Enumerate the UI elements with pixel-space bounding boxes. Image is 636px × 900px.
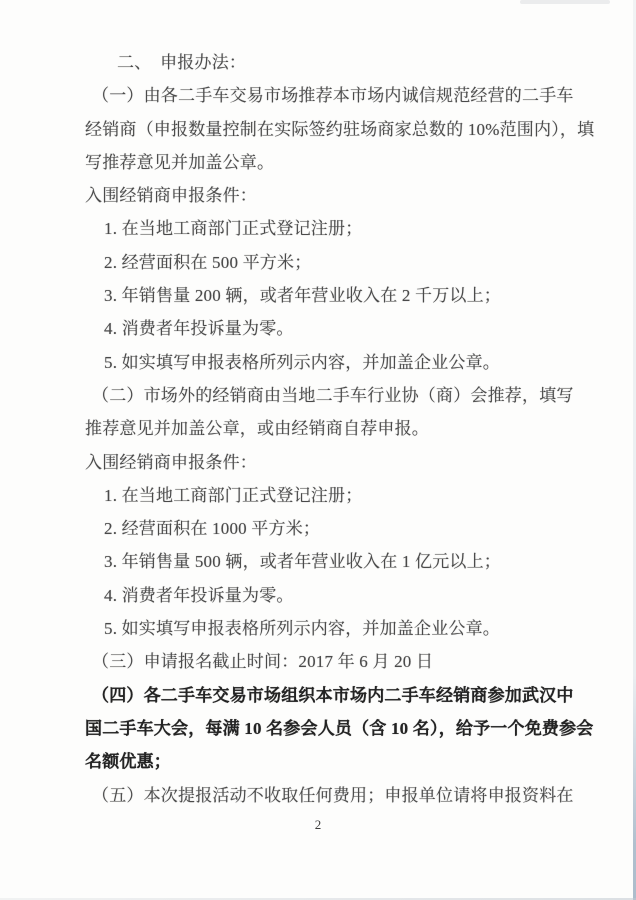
text-line: 国二手车大会，每满 10 名参会人员（含 10 名），给予一个免费参会 <box>85 718 594 738</box>
text-line: （五）本次提报活动不收取任何费用；申报单位请将申报资料在 <box>92 785 574 805</box>
list-item: 1. 在当地工商部门正式登记注册； <box>104 219 363 239</box>
text-line: 经销商（申报数量控制在实际签约驻场商家总数的 10%范围内），填 <box>85 119 595 139</box>
list-item: 4. 消费者年投诉量为零。 <box>104 319 294 339</box>
list-item: 5. 如实填写申报表格所列示内容，并加盖企业公章。 <box>104 619 500 639</box>
text-line-subheading: 入围经销商申报条件： <box>85 186 257 206</box>
text-line: （三）申请报名截止时间：2017 年 6 月 20 日 <box>92 652 434 672</box>
list-item: 3. 年销售量 200 辆，或者年营业收入在 2 千万以上； <box>104 286 501 306</box>
text-line-heading: 二、 申报办法： <box>117 53 247 72</box>
text-line-subheading: 入围经销商申报条件： <box>85 452 257 472</box>
list-item: 3. 年销售量 500 辆，或者年营业收入在 1 亿元以上； <box>104 552 501 572</box>
list-item: 2. 经营面积在 1000 平方米； <box>104 519 321 539</box>
document-body <box>85 46 595 812</box>
list-item: 4. 消费者年投诉量为零。 <box>104 585 294 605</box>
text-line: （四）各二手车交易市场组织本市场内二手车经销商参加武汉中 <box>92 685 574 705</box>
list-item: 1. 在当地工商部门正式登记注册； <box>104 485 363 505</box>
list-item: 2. 经营面积在 500 平方米； <box>104 252 312 272</box>
text-line: 名额优惠； <box>85 752 171 772</box>
text-line: 推荐意见并加盖公章，或由经销商自荐申报。 <box>85 419 429 439</box>
text-line: （二）市场外的经销商由当地二手车行业协（商）会推荐，填写 <box>92 385 574 405</box>
list-item: 5. 如实填写申报表格所列示内容，并加盖企业公章。 <box>104 352 500 372</box>
text-line: （一）由各二手车交易市场推荐本市场内诚信规范经营的二手车 <box>92 86 574 106</box>
page-number: 2 <box>314 817 322 832</box>
scan-artifact-top <box>520 0 610 4</box>
text-line: 写推荐意见并加盖公章。 <box>85 152 275 172</box>
